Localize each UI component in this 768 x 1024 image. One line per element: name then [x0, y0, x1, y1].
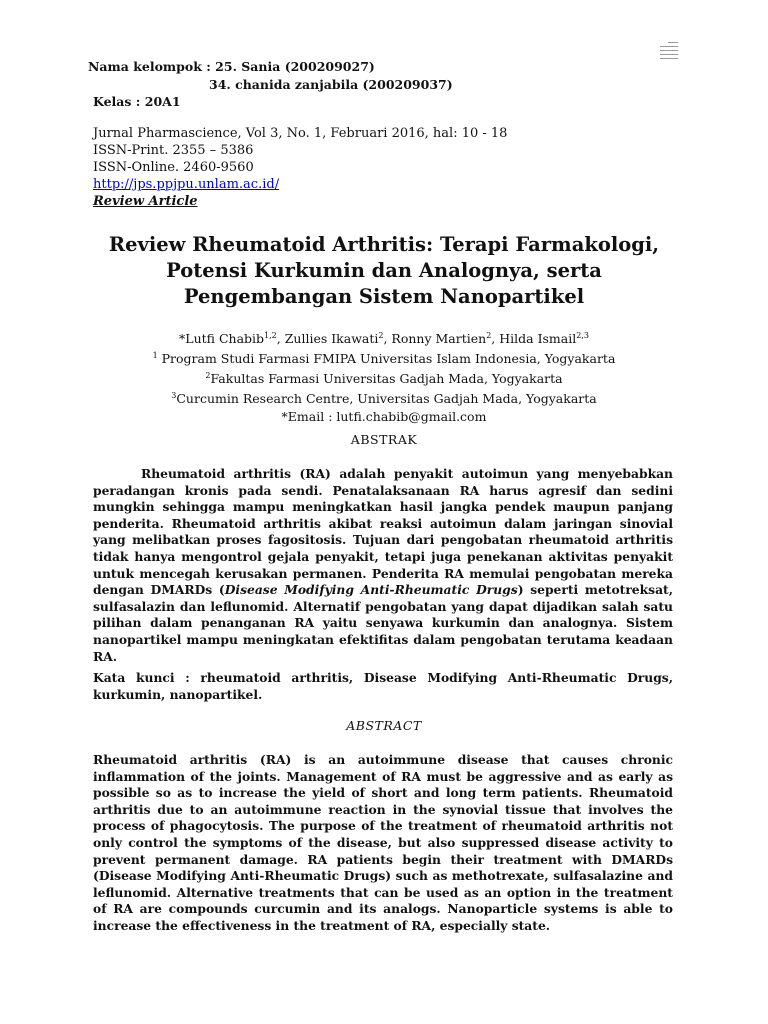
- author-list: *Lutfi Chabib$^{1,2}$, Zullies Ikawati$^2$, Ronny Martien$^2$, Hilda Ismail$^{2,3}$: [179, 331, 589, 347]
- title-line-3: Pengembangan Sistem Nanopartikel: [183, 285, 585, 308]
- article-type: Review Article: [93, 194, 198, 209]
- group-line-2: 34. chanida zanjabila (200209037): [209, 77, 453, 92]
- class-label: Kelas : 20A1: [93, 94, 181, 109]
- author-block: [60, 327, 708, 425]
- abstract-heading: ABSTRACT: [346, 718, 422, 733]
- title-line-2: Potensi Kurkumin dan Analognya, serta: [166, 259, 602, 282]
- affiliation-1: $^1$ Program Studi Farmasi FMIPA Universitas Islam Indonesia, Yogyakarta: [152, 351, 616, 367]
- journal-citation: Jurnal Pharmascience, Vol 3, No. 1, Februari 2016, hal: 10 - 18: [93, 126, 508, 141]
- affiliation-3: $^3$Curcumin Research Centre, Universitas Gadjah Mada, Yogyakarta: [171, 391, 597, 407]
- abstrak-heading: ABSTRAK: [350, 432, 418, 447]
- title-line-1: Review Rheumatoid Arthritis: Terapi Farmakologi,: [108, 233, 660, 256]
- abstrak-paragraph: Rheumatoid arthritis (RA) adalah penyakit autoimun yang menyebabkan peradangan kronis pada sendi. Penatalaksanaan RA harus agresif dan sedini mungkin sehingga mampu meningkatkan hasil jangka pendek maupun panjang penderita. Rheumatoid arthritis akibat reaksi autoimun dalam jaringan sinovial yang melibatkan proses fagositosis. Tujuan dari pengobatan rheumatoid arthritis tidak hanya mengontrol gejala penyakit, tetapi juga penekanan aktivitas penyakit untuk mencegah kerusakan permanen. Penderita RA memulai pengobatan mereka dengan DMARDs (Disease Modifying Anti-Rheumatic Drugs) seperti metotreksat, sulfasalazin dan leflunomid. Alternatif pengobatan yang dapat dijadikan salah satu pilihan dalam penanganan RA yaitu senyawa kurkumin dan analognya. Sistem nanopartikel mampu meningkatan efektifitas dalam pengobatan terutama keadaan RA.: [93, 466, 673, 664]
- issn-print: ISSN-Print. 2355 – 5386: [93, 143, 254, 158]
- affiliation-2: $^2$Fakultas Farmasi Universitas Gadjah Mada, Yogyakarta: [205, 371, 563, 387]
- abstract-paragraph: Rheumatoid arthritis (RA) is an autoimmune disease that causes chronic inflammation of the joints. Management of RA must be aggressive and as early as possible so as to increase the yield of short and long term patients. Rheumatoid arthritis due to an autoimmune reaction in the synovial tissue that involves the process of phagocytosis. The purpose of the treatment of rheumatoid arthritis not only control the symptoms of the disease, but also suppressed disease activity to prevent permanent damage. RA patients begin their treatment with DMARDs (Disease Modifying Anti-Rheumatic Drugs) such as methotrexate, sulfasalazine and leflunomid. Alternative treatments that can be used as an option in the treatment of RA are compounds curcumin and its analogs. Nanoparticle systems is able to increase the effectiveness in the treatment of RA, especially state.: [93, 752, 673, 933]
- journal-info: [93, 125, 507, 210]
- issn-online: ISSN-Online. 2460-9560: [93, 160, 254, 175]
- paper-title: [60, 232, 708, 310]
- journal-url-link[interactable]: http://jps.ppjpu.unlam.ac.id/: [93, 177, 280, 192]
- menu-icon[interactable]: [660, 42, 678, 62]
- group-line-1: Nama kelompok : 25. Sania (200209027): [88, 59, 375, 74]
- keywords: Kata kunci : rheumatoid arthritis, Disease Modifying Anti-Rheumatic Drugs, kurkumin, nanopartikel.: [93, 670, 673, 702]
- corresponding-email: *Email : lutfi.chabib@gmail.com: [281, 408, 487, 424]
